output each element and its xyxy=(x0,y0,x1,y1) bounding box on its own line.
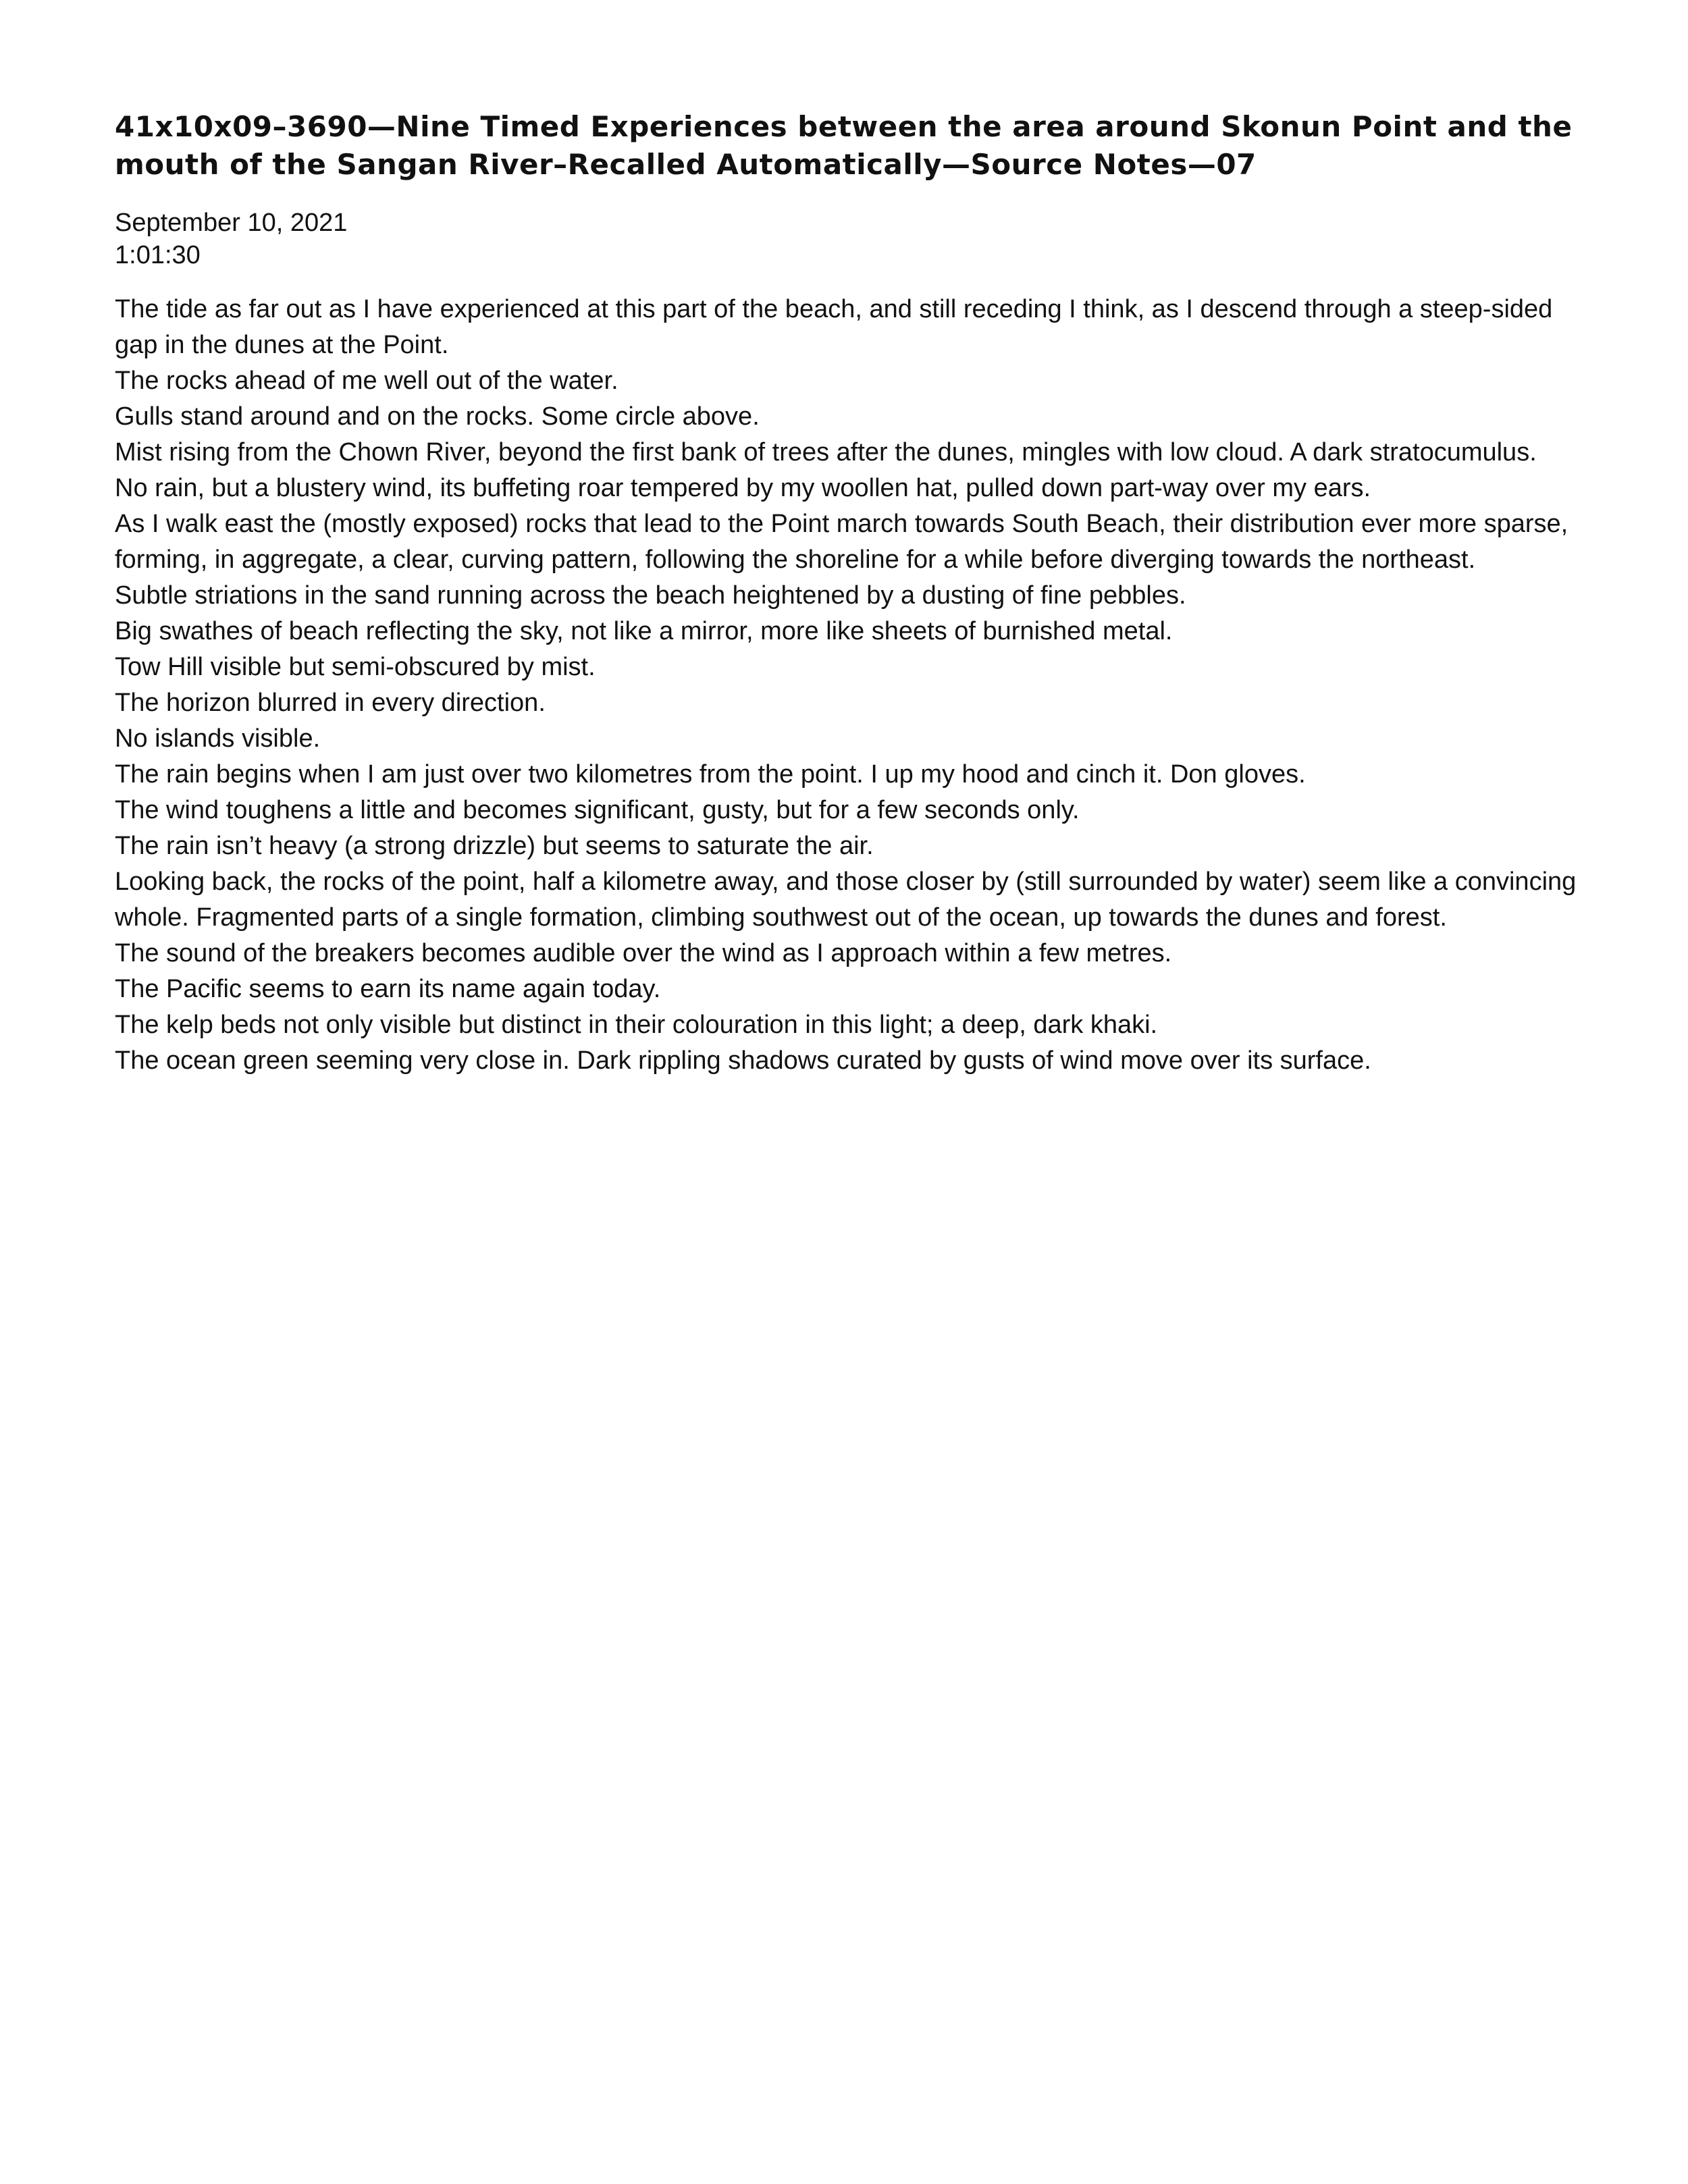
document-page xyxy=(115,108,1600,1079)
document-time: 1:01:30 xyxy=(115,241,201,269)
document-title: 41x10x09–3690—Nine Timed Experiences between the area around Skonun Point and the mouth of the Sangan River–Recalled Automatically—Source Notes—07 xyxy=(115,110,1573,181)
body-line: No rain, but a blustery wind, its buffeting roar tempered by my woollen hat, pulled down part-way over my ears. xyxy=(115,474,1371,502)
body-line: The sound of the breakers becomes audible over the wind as I approach within a few metres. xyxy=(115,939,1172,967)
body-line: The wind toughens a little and becomes significant, gusty, but for a few seconds only. xyxy=(115,796,1080,824)
document-date: September 10, 2021 xyxy=(115,209,348,237)
document-body xyxy=(115,292,1600,1079)
body-line: Looking back, the rocks of the point, half a kilometre away, and those closer by (still surrounded by water) seem like a convincing whole. Fragmented parts of a single formation, climbing southwest out of the ocean, up towards the dunes and forest. xyxy=(115,868,1577,932)
body-line: The tide as far out as I have experienced at this part of the beach, and still receding I think, as I descend through a steep-sided gap in the dunes at the Point. xyxy=(115,295,1553,359)
body-line: The rain begins when I am just over two kilometres from the point. I up my hood and cinch it. Don gloves. xyxy=(115,760,1306,789)
body-line: Subtle striations in the sand running across the beach heightened by a dusting of fine pebbles. xyxy=(115,581,1186,610)
body-line: Tow Hill visible but semi-obscured by mist. xyxy=(115,653,596,681)
body-line: Big swathes of beach reflecting the sky, not like a mirror, more like sheets of burnished metal. xyxy=(115,617,1173,645)
body-line: The kelp beds not only visible but distinct in their colouration in this light; a deep, dark khaki. xyxy=(115,1011,1158,1039)
body-line: As I walk east the (mostly exposed) rocks that lead to the Point march towards South Beach, their distribution ever more sparse, forming, in aggregate, a clear, curving pattern, following the shoreline for a while before diverging towards the northeast. xyxy=(115,510,1568,574)
body-line: Gulls stand around and on the rocks. Some circle above. xyxy=(115,402,760,431)
body-line: The rocks ahead of me well out of the water. xyxy=(115,367,618,395)
body-line: The Pacific seems to earn its name again today. xyxy=(115,975,661,1003)
document-meta xyxy=(115,207,1600,271)
body-line: The ocean green seeming very close in. Dark rippling shadows curated by gusts of wind move over its surface. xyxy=(115,1046,1371,1075)
body-line: No islands visible. xyxy=(115,724,321,753)
body-line: The horizon blurred in every direction. xyxy=(115,689,546,717)
body-line: The rain isn’t heavy (a strong drizzle) but seems to saturate the air. xyxy=(115,832,874,860)
body-line: Mist rising from the Chown River, beyond the first bank of trees after the dunes, mingles with low cloud. A dark stratocumulus. xyxy=(115,438,1537,467)
